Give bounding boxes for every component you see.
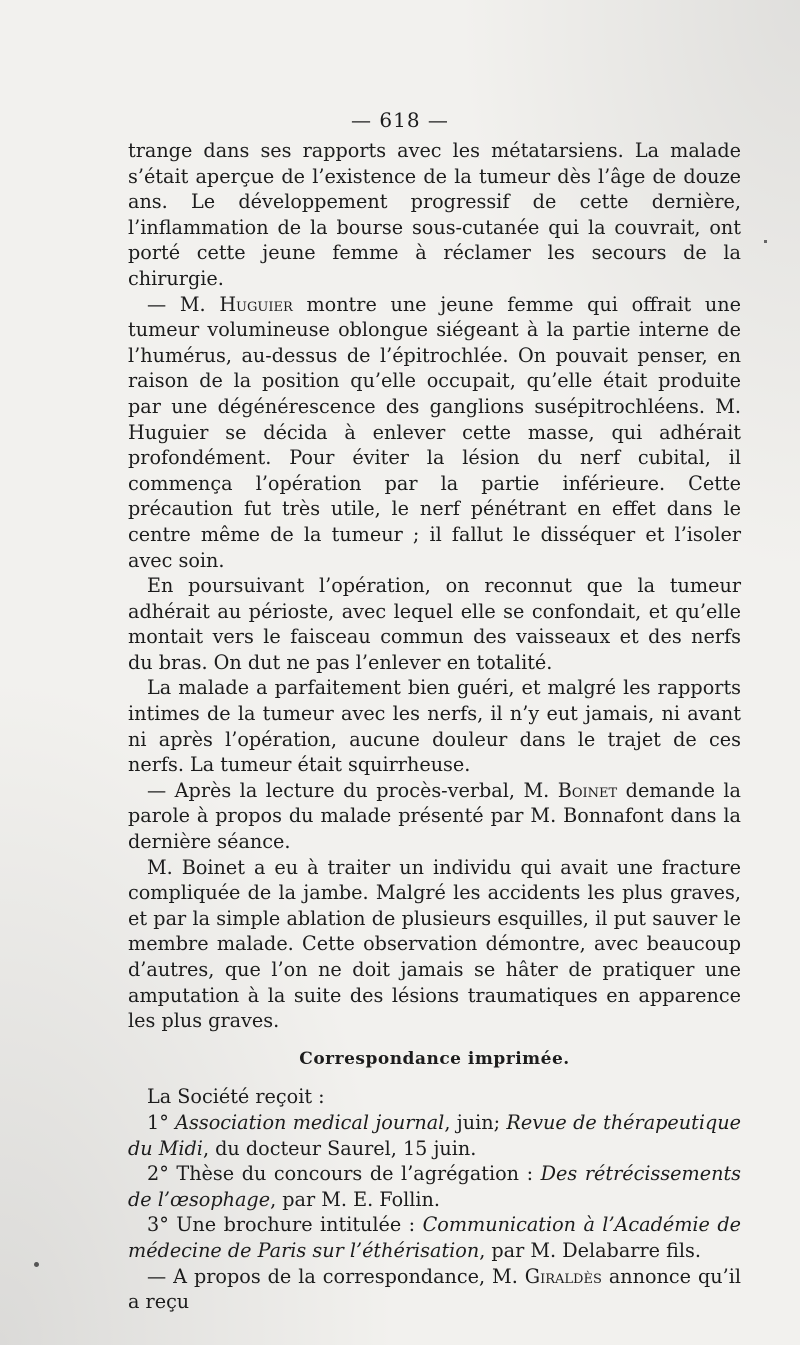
list-item-2 (128, 1161, 741, 1212)
body-text (128, 138, 741, 1315)
list-item-3 (128, 1212, 741, 1263)
list-item-2-lead: Thèse du concours de l’agrégation : (176, 1162, 534, 1186)
paragraph-6: M. Boinet a eu à traiter un individu qui avait une fracture compliquée de la jambe. Malgré les accidents les plus graves, et par la simple ablation de plusieurs esquilles, il put sauver le membre malade. Cette observation démontre, avec beaucoup d’autres, que l’on ne doit jamais se hâter de pratiquer une amputation à la suite des lésions traumatiques en apparence les plus graves. (128, 855, 741, 1033)
paragraph-5 (128, 778, 741, 855)
paragraph-1: trange dans ses rapports avec les métatarsiens. La malade s’était aperçue de l’existence de la tumeur dès l’âge de douze ans. Le développement progressif de cette dernière, l’inflammation de la bourse sous-cutanée qui la couvrait, ont porté cette jeune femme à réclamer les secours de la chirurgie. (128, 139, 741, 290)
list-item-1-mid: , juin; (444, 1110, 501, 1134)
paragraph-3: En poursuivant l’opération, on reconnut que la tumeur adhérait au périoste, avec lequel elle se confondait, et qu’elle montait vers le faisceau commun des vaisseaux et des nerfs du bras. On dut ne pas l’enlever en totalité. (128, 574, 741, 674)
paragraph-5-text: demande la parole à propos du malade présenté par M. Bonnafont dans la dernière séance. (128, 778, 741, 854)
page-number: — 618 — (351, 108, 449, 132)
list-item-3-tail: , par M. Delabarre fils. (479, 1238, 701, 1262)
author-name-boinet: Boinet (557, 778, 618, 802)
ink-dot (34, 1262, 39, 1267)
paragraph-7: La Société reçoit : (147, 1085, 325, 1109)
paragraph-4: La malade a parfaitement bien guéri, et malgré les rapports intimes de la tumeur avec les nerfs, il n’y eut jamais, ni avant ni après l’opération, aucune douleur dans le trajet de ces nerfs. La tumeur était squirrheuse. (128, 676, 741, 777)
paragraph-8-lead: — A propos de la correspondance, M. (147, 1264, 518, 1288)
list-item-3-title: Communication à l’Académie de médecine de Paris sur l’éthérisation (128, 1213, 741, 1262)
paragraph-8-text: annonce qu’il a reçu (128, 1264, 741, 1314)
list-item-2-num: 2° (147, 1162, 169, 1186)
paragraph-2-lead: — M. (147, 292, 206, 316)
author-name-huguier: Huguier (219, 292, 293, 316)
list-item-3-num: 3° (147, 1213, 169, 1237)
list-item-1-title1: Association medical journal (175, 1110, 445, 1134)
list-item-2-title: Des rétrécissements de l’œsophage (128, 1162, 741, 1211)
ink-speck (764, 240, 767, 243)
paragraph-2 (128, 292, 741, 574)
list-item-3-lead: Une brochure intitulée : (176, 1213, 416, 1237)
section-heading: Correspondance imprimée. (299, 1048, 570, 1069)
paragraph-5-lead: — Après la lecture du procès-verbal, M. (147, 778, 550, 802)
list-item-1-title2: Revue de thérapeutique du Midi (128, 1110, 741, 1160)
paragraph-8 (128, 1264, 741, 1315)
list-item-1-num: 1° (147, 1110, 169, 1134)
paragraph-2-text: montre une jeune femme qui offrait une tumeur volumineuse oblongue siégeant à la partie interne de l’humérus, au-dessus de l’épitrochlée. On pouvait penser, en raison de la position qu’elle occupait, qu’elle était produite par une dégénérescence des ganglions susépitrochléens. M. Huguier se décida à enlever cette masse, qui adhérait profondément. Pour éviter la lésion du nerf cubital, il commença l’opération par la partie inférieure. Cette précaution fut très utile, le nerf pénétrant en effet dans le centre même de la tumeur ; il fallut le disséquer et l’isoler avec soin. (128, 292, 741, 572)
list-item-1 (128, 1110, 741, 1161)
list-item-2-tail: , par M. E. Follin. (270, 1187, 440, 1211)
author-name-giraldes: Giraldès (524, 1264, 602, 1288)
list-item-1-tail: , du docteur Saurel, 15 juin. (202, 1136, 477, 1160)
